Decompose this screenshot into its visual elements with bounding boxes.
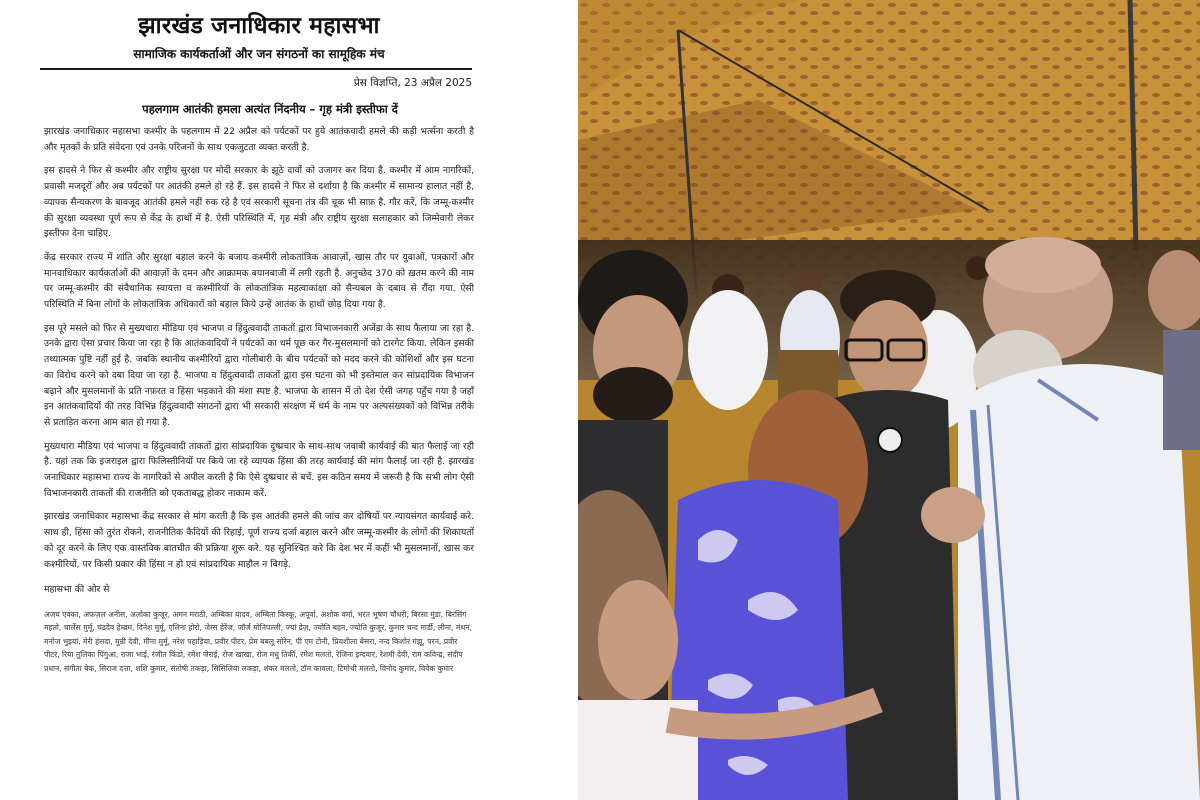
paragraph: मुख्यधारा मीडिया एवं भाजपा व हिंदुत्ववादी ताकतों द्वारा सांप्रदायिक दुष्प्रचार के साथ-साथ जवाबी कार्यवाई की बात फैलाई जा रही है. यहां तक कि इजराइल द्वारा फिलिस्तीनियों पर किये जा रहे व्यापक हिंसा की तरह कार्यवाई की मांग फैलाई जा रही है. झारखंड जनाधिकार महासभा राज्य के नागरिकों से अपील करती है कि ऐसे दुष्प्रचार से बचें. इस कठिन समय में जरूरी है कि सभी लोग ऐसी विभाजनकारी ताकतों की राजनीति को एकताबद्ध होकर नाकाम करें. (44, 440, 474, 499)
org-name: झारखंड जनाधिकार महासभा (138, 13, 380, 39)
paragraph: झारखंड जनाधिकार महासभा केंद्र सरकार से मांग करती है कि इस आतंकी हमले की जांच कर दोषियों पर न्यायसंगत कार्यवाई करे. साथ ही, हिंसा को तुरंत रोकने, राजनीतिक कैदियों की रिहाई, पूर्ण राज्य दर्जा बहाल करने और जम्मू-कश्मीर के लोगों की शिकायतों को दूर करने के लिए एक वास्तविक बातचीत की प्रक्रिया शुरू करे. यह सुनिश्चित करे कि देश भर में कहीं भी मुसलमानों, खास कर कश्मीरियों, पर किसी प्रकार की हिंसा न हो एवं सांप्रदायिक माहौल न बिगड़े. (44, 511, 474, 570)
signatories-list: अजय एक्का, अफ़ज़ल अनीस, अलोका कुजूर, अमन मराठी, अम्बिका यादव, अम्बिता किस्कू, अपूर्वा, अशोक वर्मा, भरत भूषण चौधरी, बिरसा मुंडा, बिरसिंग महतो, चार्लेस मुर्मू, चंद्रदेव हेम्ब्रम, दिनेश मुर्मू, एलिना होरो, जेम्स हेरेंज, जॉर्ज मोनिपल्ली, ज्यां द्रेज़, ज्योति बहन, ज्योति कुजूर, कुमार चन्द मार्डी, लीना, मंथन, मनोज भुइयां, मेरी हंसदा, मुन्नी देवी, मीना मुर्मू, नरेश पहाड़िया, प्रवीर पीटर, प्रेम बबलू सोरेन, पी एम टोनी, प्रियशीला बेसरा, नन्द किशोर गंझू, परन, प्रवीर पीटर, रिया तुलिका पिंगुआ, राजा भाई, रंजीत किंडो, रमेश जेराई, रोज खाखा, रोज मधु तिर्की, रमेश मलतो, रेजिना इन्दवार, रेशमी देवी, राम कविन्द्र, संदीप प्रधान, संगीता बेक, सिराज दत्ता, शशि कुमार, संतोषी तकड़ा, सिसिलिया लकड़ा, शंकर मलतो, टॉम कावला, टिमोथी मलतो, विनोद कुमार, विवेक कुमार (44, 609, 472, 673)
paragraph: इस पूरे मसले को फिर से मुख्यधारा मीडिया एवं भाजपा व हिंदुत्ववादी ताकतों द्वारा विभाजनकारी अजेंडा के साथ फैलाया जा रहा है. उनके द्वारा ऐसा प्रचार किया जा रहा है कि आतंकवादियों ने पर्यटकों का धर्म पूछ कर गैर-मुसलमानों को टारगेट किया. लेकिन इसकी तथ्यात्मक पुष्टि नहीं हुई है. जबकि स्थानीय कश्मीरियों द्वारा गोलीबारी के बीच पर्यटकों को मदद करने की कोशिशों और इस घटना का विरोध करने को दबा दिया जा रहा है. भाजपा व हिंदुत्ववादी ताकतों द्वारा इस घटना को भी इस्तेमाल कर सांप्रदायिक विभाजन बढ़ाने और मुसलमानों के प्रति नफ़रत व हिंसा भड़काने की मंशा स्पष्ट है. भाजपा के शासन में तो देश ऐसी जगह पहुँच गया है जहाँ इन आतंकवादियों की तरह विभिन्न हिंदुत्ववादी संगठनों द्वारा भी सरकारी संरक्षण में धर्म के नाम पर अल्पसंख्यकों को विभिन्न तरीके से प्रताड़ित करना आम बात हो गया है. (44, 322, 474, 428)
photo-illustration (578, 0, 1200, 800)
paragraph: केंद्र सरकार राज्य में शांति और सुरक्षा बहाल करने के बजाय कश्मीरी लोकतांत्रिक आवाज़ों, खास तौर पर युवाओं, पत्रकारों और मानवाधिकार कार्यकर्ताओं की आवाज़ों के दमन और आक्रामक बयानबाजी में लगी रहती है. अनुच्छेद 370 को ख़तम करने की नाम पर जम्मू-कश्मीर की संवैधानिक स्वायत्ता व कश्मीरियों के लोकतांत्रिक महत्वाकांक्षा को सैन्यबल के दबाव से रौंदा गया. ऐसी परिस्थिति में बिना लोगों के लोकतांत्रिक अधिकारों को बहाल किये उन्हें आतंक के हाथों छोड़ दिया गया है. (44, 251, 474, 311)
org-tagline: सामाजिक कार्यकर्ताओं और जन संगठनों का सामूहिक मंच (133, 47, 385, 61)
header-divider (40, 68, 472, 70)
signoff: महासभा की ओर से (44, 584, 110, 596)
paragraph: इस हादसे ने फिर से कश्मीर और राष्ट्रीय सुरक्षा पर मोदी सरकार के झूठे दावों को उजागर कर दिया है. कश्मीर में आम नागरिकों, प्रवासी मजदूरों और अब पर्यटकों पर आतंकी हमले हो रहे हैं. इस हादसे ने फिर से दर्शाया है कि कश्मीर में सामान्य हालात नहीं है, व्यापक सैन्यकरण के बावजूद आतंकी हमले नहीं रुक रहे है एवं सरकारी सूचना तंत्र की चूक भी साफ़ है. गौर करें, कि जम्मू-कश्मीर की सुरक्षा व्यवस्था पूर्ण रूप से केंद्र के हाथों में है. ऐसी परिस्थिति में, गृह मंत्री और राष्ट्रीय सुरक्षा सलाहकार को जिम्मेवारी लेकर इस्तीफा देना चाहिए. (44, 165, 474, 240)
release-date: प्रेस विज्ञप्ति, 23 अप्रैल 2025 (353, 77, 472, 89)
paragraph: झारखंड जनाधिकार महासभा कश्मीर के पहलगाम में 22 अप्रैल को पर्यटकों पर हुये आतंकवादी हमले की कड़ी भर्त्सना करती है और मृतकों के प्रति संवेदना एवं उनके परिजनों के साथ एकजुटता व्यक्त करती है. (44, 126, 474, 153)
news-photo (578, 0, 1200, 800)
press-release-document (0, 0, 578, 800)
headline: पहलगाम आतंकी हमला अत्यंत निंदनीय – गृह मंत्री इस्तीफा दें (142, 102, 398, 116)
folded-hands (921, 487, 985, 543)
release-body (44, 124, 474, 675)
